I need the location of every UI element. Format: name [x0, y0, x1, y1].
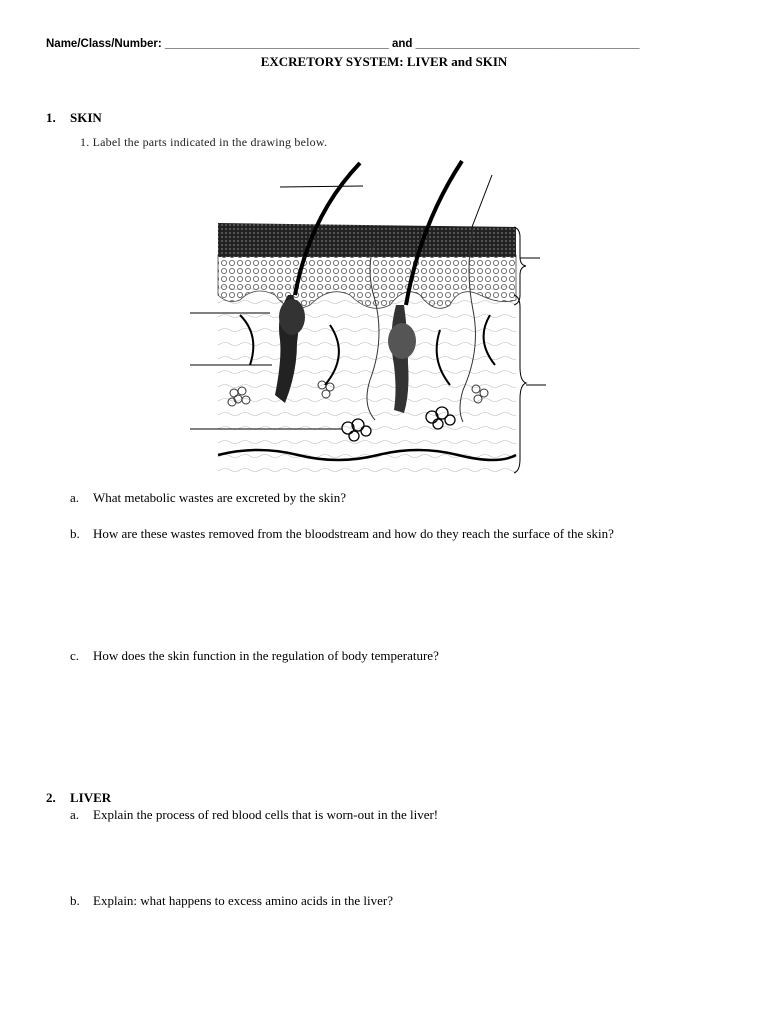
skin-cross-section-diagram: [180, 155, 550, 485]
partner-blank[interactable]: ___________________________________: [415, 38, 640, 50]
section-skin-number: 1.: [46, 110, 56, 125]
and-label: and: [391, 38, 413, 50]
sebaceous-gland-right: [388, 323, 416, 359]
name-label: Name/Class/Number:: [46, 38, 162, 50]
question-2a-letter: a.: [70, 807, 80, 822]
section-liver-number: 2.: [46, 790, 56, 805]
question-2b-letter: b.: [70, 893, 80, 908]
question-1a-letter: a.: [70, 490, 80, 505]
section-liver-heading: LIVER: [70, 790, 112, 805]
label-instruction: 1. Label the parts indicated in the drawing below.: [80, 135, 328, 149]
page-title: EXCRETORY SYSTEM: LIVER and SKIN: [260, 54, 508, 69]
question-2a-text: Explain the process of red blood cells that is worn-out in the liver!: [93, 807, 439, 822]
name-blank[interactable]: ___________________________________: [164, 38, 389, 50]
section-skin-heading: SKIN: [70, 110, 102, 125]
question-1c-text: How does the skin function in the regulation of body temperature?: [93, 648, 439, 663]
question-2b-text: Explain: what happens to excess amino acids in the liver?: [93, 893, 393, 908]
question-1a-text: What metabolic wastes are excreted by the skin?: [93, 490, 347, 505]
sebaceous-gland-left: [279, 299, 305, 335]
question-1b-letter: b.: [70, 526, 80, 541]
dermis-layer: [218, 283, 516, 475]
name-class-number-line: [46, 38, 746, 50]
question-1b-text: How are these wastes removed from the bloodstream and how do they reach the surface of the skin?: [93, 526, 614, 541]
question-1c-letter: c.: [70, 648, 80, 663]
